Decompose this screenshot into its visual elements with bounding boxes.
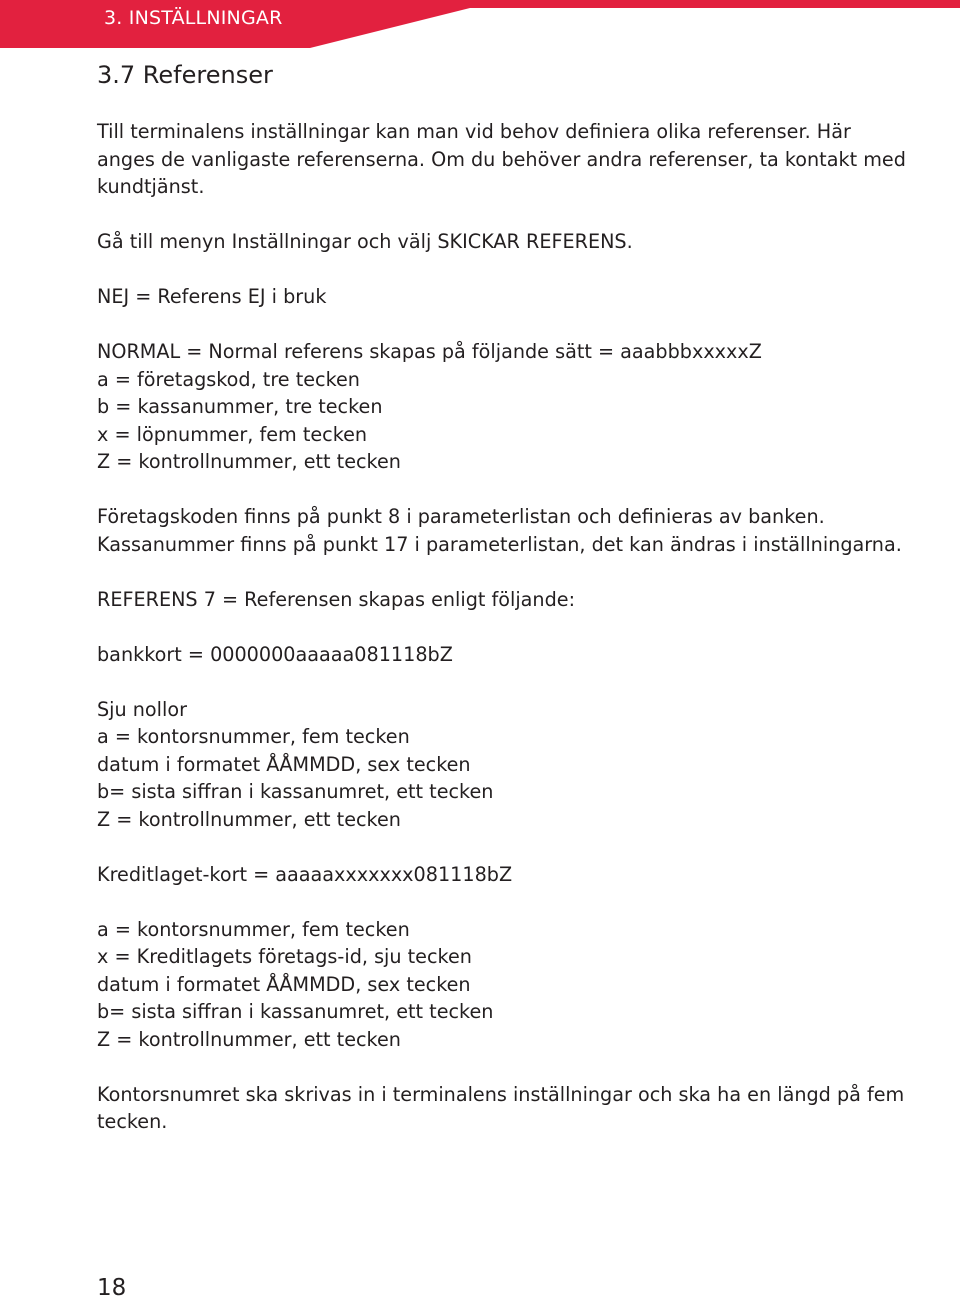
text-line: anges de vanligaste referenserna. Om du behöver andra referenser, ta kontakt med — [97, 147, 906, 171]
paragraph — [97, 916, 912, 1054]
text-line: a = kontorsnummer, fem tecken — [97, 725, 410, 748]
text-line: Z = kontrollnummer, ett tecken — [97, 1027, 401, 1051]
text-line: Kreditlaget-kort = aaaaaxxxxxxx081118bZ — [97, 862, 513, 886]
paragraph — [97, 861, 912, 889]
page-title: 3.7 Referenser — [97, 61, 273, 89]
paragraph — [97, 503, 912, 558]
text-line: a = kontorsnummer, fem tecken — [97, 917, 410, 941]
text-line: datum i formatet ÅÅMMDD, sex tecken — [97, 972, 471, 996]
paragraph — [97, 118, 912, 201]
section-label: 3. INSTÄLLNINGAR — [104, 7, 283, 29]
text-line: Z = kontrollnummer, ett tecken — [97, 807, 401, 831]
paragraph — [97, 283, 912, 311]
text-line: bankkort = 0000000aaaaa081118bZ — [97, 642, 453, 666]
text-line: REFERENS 7 = Referensen skapas enligt följande: — [97, 587, 576, 611]
text-line: b= sista siffran i kassanumret, ett tecken — [97, 1000, 494, 1023]
text-line: Till terminalens inställningar kan man vid behov definiera olika referenser. Här — [97, 120, 851, 143]
text-line: a = företagskod, tre tecken — [97, 367, 360, 391]
text-line: Z = kontrollnummer, ett tecken — [97, 450, 401, 473]
text-line: b = kassanummer, tre tecken — [97, 395, 383, 418]
text-line: datum i formatet ÅÅMMDD, sex tecken — [97, 752, 471, 776]
text-line: x = löpnummer, fem tecken — [97, 422, 368, 446]
text-line: Gå till menyn Inställningar och välj SKICKAR REFERENS. — [97, 230, 633, 253]
text-line: NORMAL = Normal referens skapas på följande sätt = aaabbbxxxxxZ — [97, 340, 762, 363]
paragraph — [97, 1081, 912, 1136]
paragraph — [97, 228, 912, 256]
text-line: NEJ = Referens EJ i bruk — [97, 285, 327, 308]
text-line: kundtjänst. — [97, 175, 205, 198]
body-text — [97, 118, 912, 1163]
paragraph — [97, 641, 912, 669]
paragraph — [97, 696, 912, 834]
text-line: Kassanummer finns på punkt 17 i parameterlistan, det kan ändras i inställningarna. — [97, 532, 902, 556]
text-line: Företagskoden finns på punkt 8 i parameterlistan och definieras av banken. — [97, 505, 825, 528]
text-line: tecken. — [97, 1110, 168, 1133]
paragraph — [97, 586, 912, 614]
text-line: Sju nollor — [97, 697, 187, 721]
text-line: x = Kreditlagets företags-id, sju tecken — [97, 945, 472, 968]
page-number: 18 — [97, 1275, 127, 1301]
text-line: b= sista siffran i kassanumret, ett tecken — [97, 780, 494, 803]
paragraph — [97, 338, 912, 476]
text-line: Kontorsnumret ska skrivas in i terminalens inställningar och ska ha en längd på fem — [97, 1082, 905, 1106]
